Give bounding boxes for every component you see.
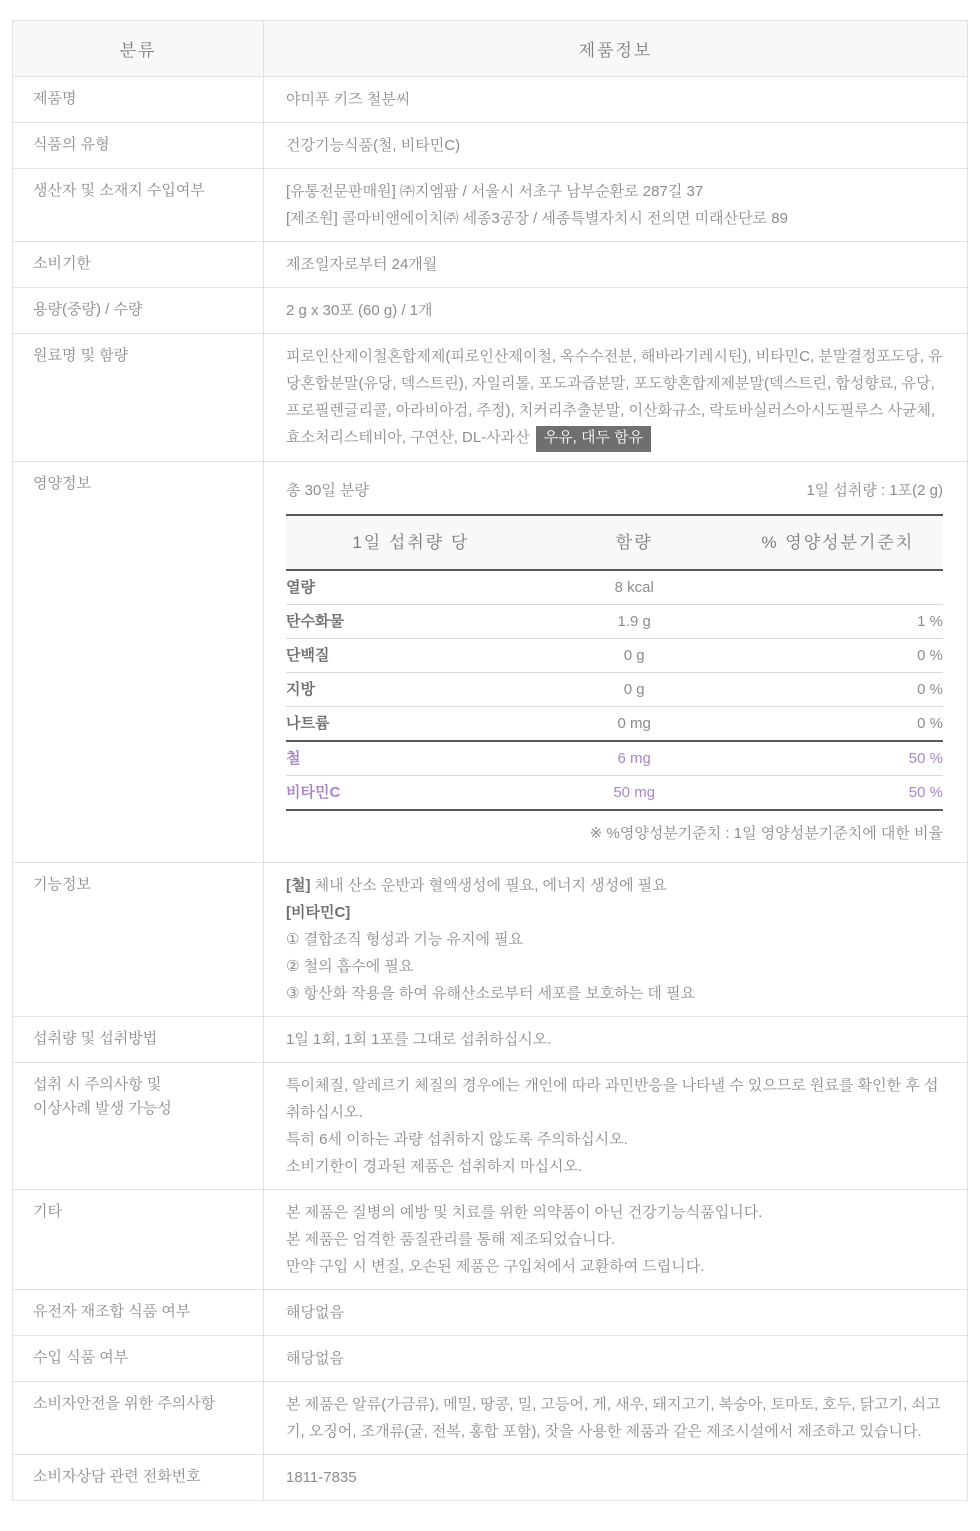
caution-line-1: 특이체질, 알레르기 체질의 경우에는 개인에 따라 과민반응을 나타낼 수 있으므로 원료를 확인한 후 섭취하십시오. [286,1077,939,1122]
row-gmo [13,1290,968,1336]
nutrition-col-amount: 함량 [536,516,733,571]
row-label: 제품명 [13,77,264,123]
row-product-name [13,77,968,123]
row-label: 생산자 및 소재지 수입여부 [13,169,264,242]
nutrition-footnote: ※ %영양성분기준치 : 1일 영양성분기준치에 대한 비율 [589,825,943,843]
function-iron-line: [철] 체내 산소 운반과 혈액생성에 필요, 에너지 생성에 필요 [286,877,667,895]
row-value: 해당없음 [264,1290,968,1336]
nutrition-row-iron: 철 6 mg 50 % [286,741,943,776]
row-imported [13,1336,968,1382]
row-consumer-safety [13,1382,968,1455]
caution-line-2: 특히 6세 이하는 과량 섭취하지 않도록 주의하십시오. [286,1131,628,1149]
function-vitc-heading: [비타민C] [286,904,351,922]
nutrition-col-per-serving: 1일 섭취량 당 [286,516,536,571]
nutrition-top-row [286,475,943,516]
function-bullet-1: ① 결합조직 형성과 기능 유지에 필요 [286,931,524,949]
nutrition-row-sodium: 나트륨 0 mg 0 % [286,707,943,742]
row-consumer-phone [13,1455,968,1501]
row-intake-caution [13,1063,968,1190]
row-nutrition [13,461,968,863]
function-bullet-2: ② 철의 흡수에 필요 [286,958,414,976]
row-value: 해당없음 [264,1336,968,1382]
nutrition-table [286,516,943,812]
row-ingredients [13,334,968,462]
allergen-badge: 우유, 대두 함유 [536,426,651,452]
row-volume [13,288,968,334]
nutrition-header-row [286,516,943,571]
row-label: 소비기한 [13,242,264,288]
row-label: 식품의 유형 [13,123,264,169]
column-header-category: 분류 [13,21,264,77]
row-value: 1일 1회, 1회 1포를 그대로 섭취하십시오. [264,1017,968,1063]
row-label: 기타 [13,1190,264,1290]
row-value [264,863,968,1017]
nutrition-cell [264,461,968,863]
row-label: 원료명 및 함량 [13,334,264,462]
row-food-type [13,123,968,169]
row-label: 소비자상담 관련 전화번호 [13,1455,264,1501]
nutrition-total-label: 총 30일 분량 [286,481,369,499]
etc-line-2: 본 제품은 엄격한 품질관리를 통해 제조되었습니다. [286,1231,616,1249]
row-label: 영양정보 [13,461,264,863]
row-label: 유전자 재조합 식품 여부 [13,1290,264,1336]
row-value: 2 g x 30포 (60 g) / 1개 [264,288,968,334]
etc-line-1: 본 제품은 질병의 예방 및 치료를 위한 의약품이 아닌 건강기능식품입니다. [286,1204,763,1222]
nutrition-col-daily-value: % 영양성분기준치 [733,516,943,571]
row-value [264,1190,968,1290]
row-label: 수입 식품 여부 [13,1336,264,1382]
nutrition-facts-panel [286,471,943,854]
nutrition-row-vitamin-c: 비타민C 50 mg 50 % [286,776,943,811]
producer-line-manufacturer: [제조원] 콜마비앤에이치㈜ 세종3공장 / 세종특별자치시 전의면 미래산단로 89 [286,210,788,227]
etc-line-3: 만약 구입 시 변질, 오손된 제품은 구입처에서 교환하여 드립니다. [286,1258,705,1276]
row-label: 섭취 시 주의사항 및 이상사례 발생 가능성 [13,1063,264,1190]
row-value: 건강기능식품(철, 비타민C) [264,123,968,169]
nutrition-row-calories: 열량 8 kcal [286,570,943,605]
row-value [264,169,968,242]
row-label: 소비자안전을 위한 주의사항 [13,1382,264,1455]
nutrition-serving-label: 1일 섭취량 : 1포(2 g) [806,481,943,499]
row-intake-method [13,1017,968,1063]
row-etc [13,1190,968,1290]
ingredients-text: 피로인산제이철혼합제제(피로인산제이철, 옥수수전분, 해바라기레시틴), 비타민C, 분말결정포도당, 유당혼합분말(유당, 덱스트린), 자일리톨, 포도과즙분말, 포도향혼합제제분말(덱스트린, 합성향료, 유당, 프로필렌글리콜, 아라비아검, 주정), 치커리추출분말, 이산화규소, 락토바실러스아시도필루스 사균체, 효소처리스테비아, 구연산, DL-사과산 [286,348,943,446]
row-value [264,1063,968,1190]
row-value [264,334,968,462]
row-value: 1811-7835 [264,1455,968,1501]
product-info-table [12,20,968,1501]
nutrition-row-fat: 지방 0 g 0 % [286,673,943,707]
nutrition-row-protein: 단백질 0 g 0 % [286,639,943,673]
column-header-product-info: 제품정보 [264,21,968,77]
row-function-info [13,863,968,1017]
row-label: 용량(중량) / 수량 [13,288,264,334]
row-producer [13,169,968,242]
caution-line-3: 소비기한이 경과된 제품은 섭취하지 마십시오. [286,1158,583,1176]
row-label: 섭취량 및 섭취방법 [13,1017,264,1063]
row-value: 제조일자로부터 24개월 [264,242,968,288]
row-value: 본 제품은 알류(가금류), 메밀, 땅콩, 밀, 고등어, 게, 새우, 돼지고기, 복숭아, 토마토, 호두, 닭고기, 쇠고기, 오징어, 조개류(굴, 전복, 홍합 포함), 잣을 사용한 제품과 같은 제조시설에서 제조하고 있습니다. [264,1382,968,1455]
row-shelf-life [13,242,968,288]
row-label: 기능정보 [13,863,264,1017]
table-header-row [13,21,968,77]
function-iron-heading: [철] [286,877,311,895]
row-value: 야미푸 키즈 철분씨 [264,77,968,123]
nutrition-row-carbohydrate: 탄수화물 1.9 g 1 % [286,605,943,639]
function-bullet-3: ③ 항산화 작용을 하여 유해산소로부터 세포를 보호하는 데 필요 [286,985,696,1003]
producer-line-distributor: [유통전문판매원] ㈜지엠팜 / 서울시 서초구 남부순환로 287길 37 [286,183,704,200]
